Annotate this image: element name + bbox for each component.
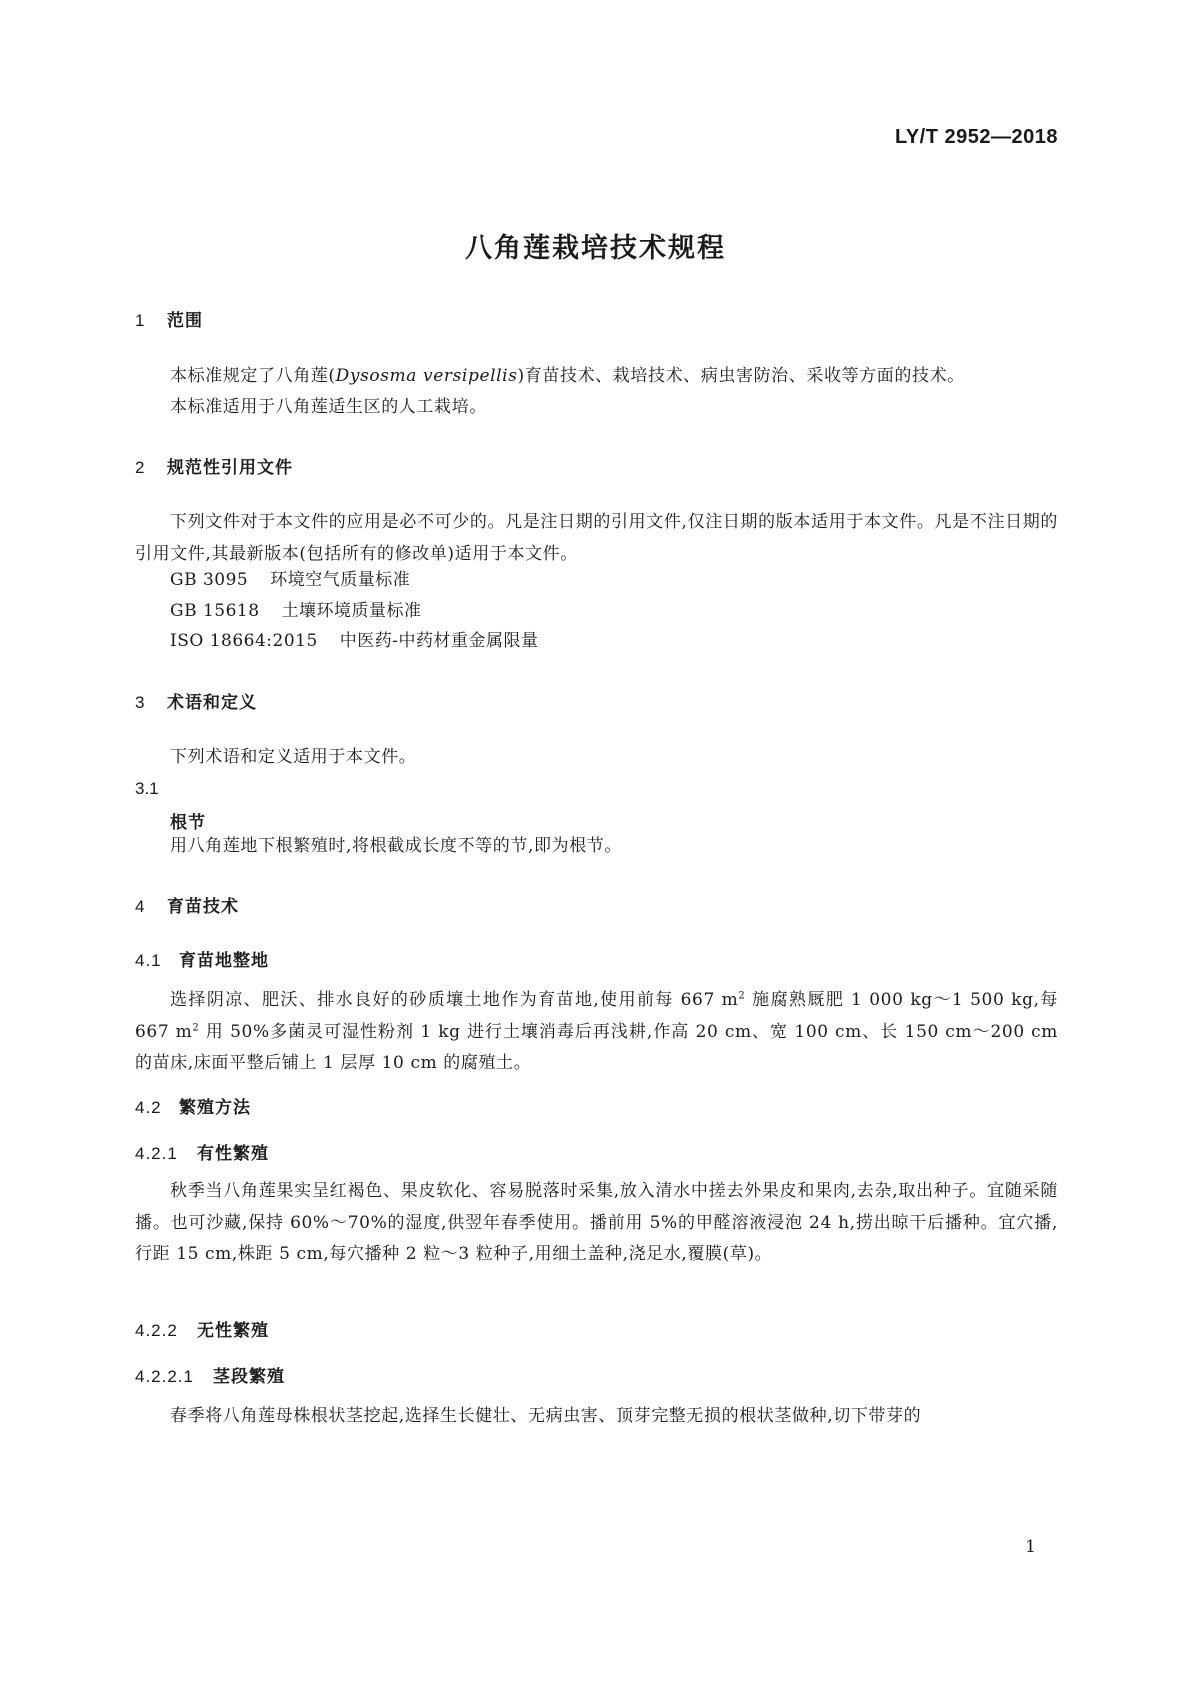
section-4-heading [135, 892, 239, 917]
term-number: 3.1 [135, 779, 159, 798]
section-title: 繁殖方法 [179, 1098, 251, 1118]
reference-title: 环境空气质量标准 [270, 570, 411, 590]
section-title: 无性繁殖 [197, 1321, 269, 1341]
section-title: 术语和定义 [167, 693, 257, 713]
reference-code: GB 3095 [170, 570, 249, 590]
section-number: 4.1 [135, 951, 162, 970]
section-number: 4.2 [135, 1098, 162, 1117]
section-1-applicability-paragraph: 本标准适用于八角莲适生区的人工栽培。 [170, 397, 487, 417]
section-number: 2 [135, 458, 146, 477]
latin-species-name: Dysosma versipellis [335, 366, 518, 386]
subsection-4-2-2-1-heading [135, 1362, 285, 1387]
section-number: 3 [135, 693, 146, 712]
section-1-heading [135, 306, 203, 331]
section-title: 茎段繁殖 [213, 1367, 285, 1387]
reference-title: 土壤环境质量标准 [281, 601, 422, 621]
reference-item [170, 626, 539, 658]
section-3-intro-paragraph: 下列术语和定义适用于本文件。 [170, 747, 417, 767]
standard-number: LY/T 2952—2018 [894, 126, 1058, 148]
reference-item [170, 596, 422, 628]
document-title: 八角莲栽培技术规程 [465, 233, 726, 264]
reference-code: ISO 18664:2015 [170, 631, 318, 651]
section-number: 4.2.2.1 [135, 1367, 194, 1386]
subsection-4-2-2-heading [135, 1316, 269, 1341]
section-number: 1 [135, 311, 146, 330]
section-3-heading [135, 688, 257, 713]
section-number: 4.2.2 [135, 1321, 178, 1340]
reference-item [170, 565, 410, 597]
section-title: 有性繁殖 [197, 1144, 269, 1164]
section-2-intro-paragraph: 下列文件对于本文件的应用是必不可少的。凡是注日期的引用文件,仅注日期的版本适用于本文件。凡是不注日期的引用文件,其最新版本(包括所有的修改单)适用于本文件。 [135, 512, 1058, 564]
section-title: 育苗技术 [167, 897, 239, 917]
section-title: 范围 [167, 311, 203, 331]
section-number: 4.2.1 [135, 1144, 178, 1163]
reference-title: 中医药-中药材重金属限量 [339, 631, 539, 651]
section-title: 育苗地整地 [179, 951, 269, 971]
reference-code: GB 15618 [170, 601, 260, 621]
term-definition: 用八角莲地下根繁殖时,将根截成长度不等的节,即为根节。 [170, 836, 623, 856]
section-number: 4 [135, 897, 146, 916]
subsection-4-2-heading [135, 1093, 251, 1118]
page-number: 1 [1025, 1537, 1036, 1557]
section-2-heading [135, 453, 293, 478]
subsection-4-2-2-1-paragraph: 春季将八角莲母株根状茎挖起,选择生长健壮、无病虫害、顶芽完整无损的根状茎做种,切下带芽的 [170, 1406, 922, 1426]
subsection-4-2-1-paragraph: 秋季当八角莲果实呈红褐色、果皮软化、容易脱落时采集,放入清水中搓去外果皮和果肉,去杂,取出种子。宜随采随播。也可沙藏,保持 60%～70%的湿度,供翌年春季使用。播前用 5%的甲醛溶液浸泡 24 h,捞出晾干后播种。宜穴播,行距 15 cm,株距 5 cm,每穴播种 2 粒～3 粒种子,用细土盖种,浇足水,覆膜(草)。 [135, 1181, 1058, 1264]
term-name: 根节 [170, 813, 206, 833]
subsection-4-1-heading [135, 946, 269, 971]
section-title: 规范性引用文件 [167, 458, 293, 478]
subsection-4-1-paragraph: 选择阴凉、肥沃、排水良好的砂质壤土地作为育苗地,使用前每 667 $m^2$ 施腐熟厩肥 1 000 kg～1 500 kg,每 667 $m^2$ 用 50%多菌灵可湿性粉剂 1 kg 进行土壤消毒后再浅耕,作高 20 cm、宽 100 cm、长 150 cm～200 cm 的苗床,床面平整后铺上 1 层厚 10 cm 的腐殖土。 [135, 990, 1058, 1073]
section-1-scope-paragraph: 本标准规定了八角莲(Dysosma versipellis)育苗技术、栽培技术、病虫害防治、采收等方面的技术。 [170, 366, 965, 386]
subsection-4-2-1-heading [135, 1139, 269, 1164]
